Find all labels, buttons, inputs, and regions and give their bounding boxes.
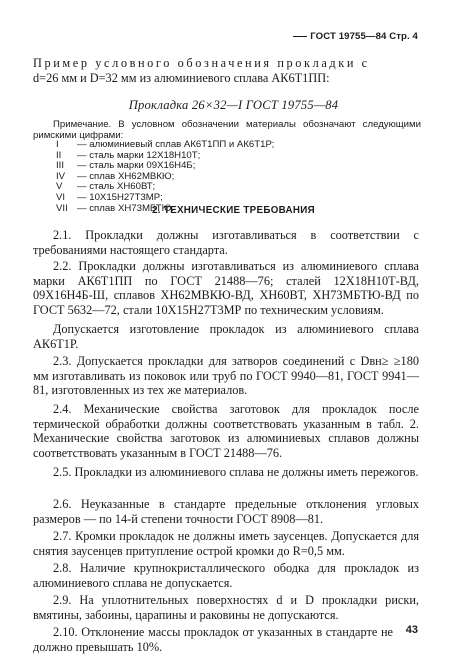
example-heading: Пример условного обозначения прокладки с <box>33 56 370 70</box>
material-item: V — сталь ХН60ВТ; <box>56 181 156 193</box>
material-item: II — сталь марки 12Х18Н10Т; <box>56 149 201 161</box>
material-item: I — алюминиевый сплав АК6Т1ПП и АК6Т1Р; <box>56 139 275 150</box>
paragraph-2-7: 2.7. Кромки прокладок не должны иметь заусенцев. Допускается для снятия заусенцев притупление острой кромки до R=0,5 мм. <box>33 529 419 558</box>
paragraph-2-1: 2.1. Прокладки должны изготавливаться в соответствии с требованиями настоящего стандарта. <box>33 228 419 257</box>
material-item: VI — 10Х15Н27Т3МР; <box>56 191 163 203</box>
header-page-ref: Стр. 4 <box>389 31 418 42</box>
paragraph-2-9: 2.9. На уплотнительных поверхностях d и D прокладки риски, вмятины, забоины, царапины и раковины не допускаются. <box>33 593 419 622</box>
paragraph-2-2: 2.2. Прокладки должны изготавливаться из алюминиевого сплава марки АК6Т1ПП по ГОСТ 21488—76; сталей 12Х18Н10Т-ВД, 09Х16Н4Б-Ш, сплавов ХН62МВКЮ-ВД, ХН60ВТ, ХН73МБТЮ-ВД по ГОСТ 5632—72, стали 10Х15Н27Т3МР по техническим условиям. <box>33 259 419 317</box>
material-item: IV — сплав ХН62МВКЮ; <box>56 170 175 182</box>
material-item: VII — сплав ХН73МБТЮ. <box>56 202 175 214</box>
example-designation: Прокладка 26×32—I ГОСТ 19755—84 <box>128 98 339 112</box>
page-number: 43 <box>405 624 418 636</box>
header-standard: ГОСТ 19755—84 <box>310 31 387 42</box>
paragraph-2-10: 2.10. Отклонение массы прокладок от указанных в стандарте не должно превышать 10%. <box>33 625 393 654</box>
material-item: III — сталь марки 09Х16Н4Б; <box>56 160 196 172</box>
running-header <box>293 31 418 42</box>
paragraph-2-3: 2.3. Допускается прокладки для затворов соединений с Dвн≥ ≥180 мм изготавливать из поковок или труб по ГОСТ 9940—81, ГОСТ 9941—81, изготовленных из тех же материалов. <box>33 354 419 398</box>
paragraph-2-4: 2.4. Механические свойства заготовок для прокладок после термической обработки должны соответствовать указанным в табл. 2. Механические свойства заготовок из алюминиевых сплавов должны соответствовать указанным в ГОСТ 21488—76. <box>33 402 419 460</box>
paragraph-2-6: 2.6. Неуказанные в стандарте предельные отклонения угловых размеров — по 14-й степени точности ГОСТ 8908—81. <box>33 497 419 526</box>
paragraph-2-5: 2.5. Прокладки из алюминиевого сплава не должны иметь пережогов. <box>53 465 419 479</box>
section-title: 2. ТЕХНИЧЕСКИЕ ТРЕБОВАНИЯ <box>152 205 315 216</box>
paragraph-2-8: 2.8. Наличие крупнокристаллического ободка для прокладок из алюминиевого сплава не допускается. <box>33 561 419 590</box>
paragraph-2-2-addendum: Допускается изготовление прокладок из алюминиевого сплава АК6Т1Р. <box>33 322 419 351</box>
materials-list <box>56 140 274 214</box>
header-rule <box>293 36 307 37</box>
note-intro: Примечание. В условном обозначении материалы обозначают следующими римскими цифрами: <box>33 119 421 141</box>
example-dimensions: d=26 мм и D=32 мм из алюминиевого сплава АК6Т1ПП: <box>33 71 330 85</box>
